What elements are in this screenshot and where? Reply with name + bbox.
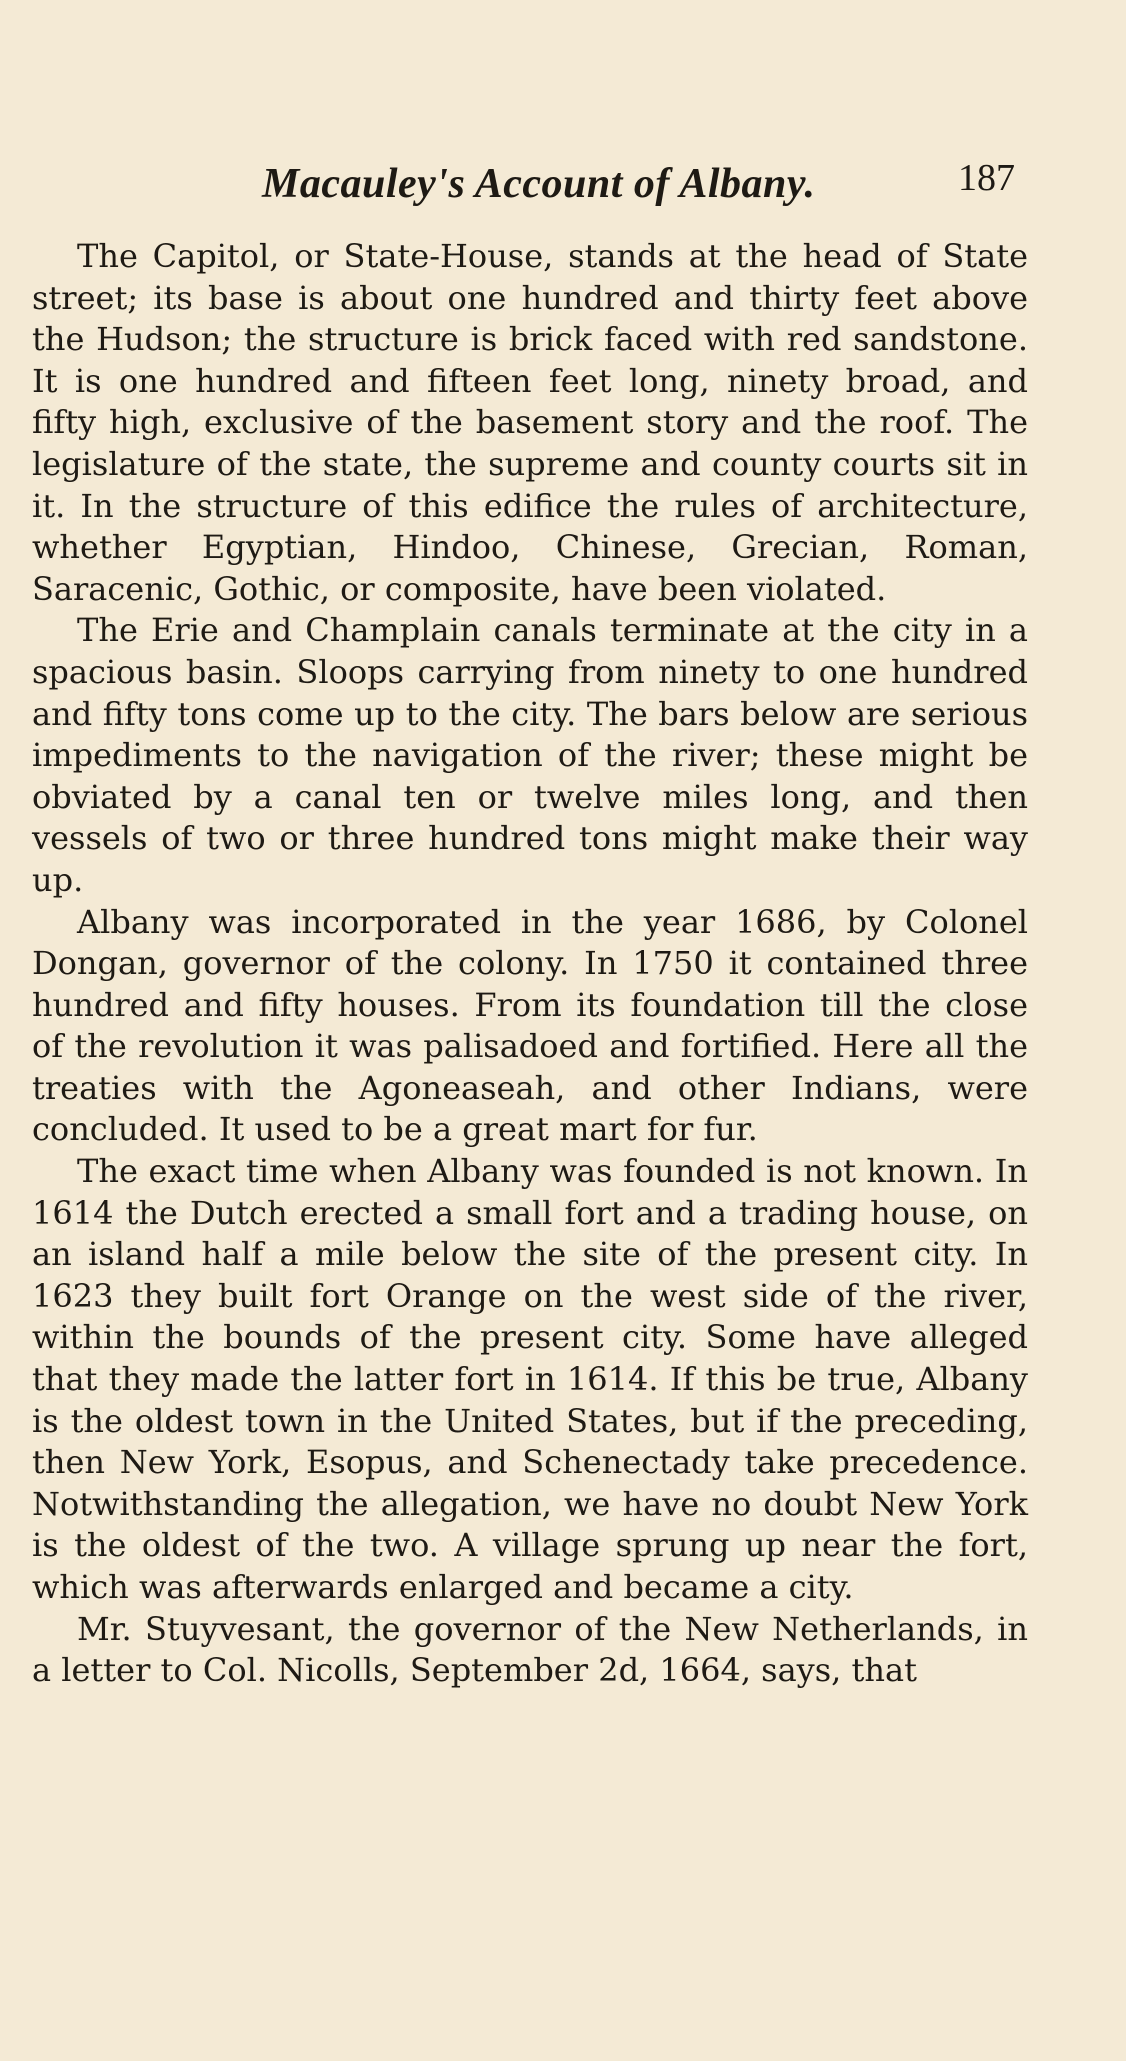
page-header: [0, 156, 1126, 216]
page-number: 187: [958, 157, 1015, 199]
paragraph-founding: The exact time when Albany was founded is not known. In 1614 the Dutch erected a small fort and a trading house, on an island half a mile below the site of the present city. In 1623 they built fort Orange on the west side of the river, within the bounds of the present city. Some have alleged that they made the latter fort in 1614. If this be true, Albany is the oldest town in the United States, but if the preceding, then New York, Esopus, and Schenectady take precedence. Notwithstanding the allegation, we have no doubt New York is the oldest of the two. A village sprung up near the fort, which was afterwards enlarged and became a city.: [32, 1152, 1028, 1606]
running-title: Macauley's Account of Albany.: [262, 161, 816, 207]
paragraph-incorporation: Albany was incorporated in the year 1686, by Colonel Dongan, governor of the colony. In 1750 it contained three hundred and fifty houses. From its foundation till the close of the revolution it was palisadoed and fortified. Here all the treaties with the Agoneaseah, and other Indians, were concluded. It used to be a great mart for fur.: [32, 902, 1028, 1149]
paragraph-stuyvesant: Mr. Stuyvesant, the governor of the New Netherlands, in a letter to Col. Nicolls, September 2d, 1664, says, that: [32, 1609, 1028, 1690]
paragraph-canals: The Erie and Champlain canals terminate at the city in a spacious basin. Sloops carrying from ninety to one hundred and fifty tons come up to the city. The bars below are serious impediments to the navigation of the river; these might be obviated by a canal ten or twelve miles long, and then vessels of two or three hundred tons might make their way up.: [32, 611, 1028, 899]
body-text: [32, 236, 1028, 1692]
paragraph-capitol: The Capitol, or State-House, stands at the head of State street; its base is about one hundred and thirty feet above the Hudson; the structure is brick faced with red sandstone. It is one hundred and fifteen feet long, ninety broad, and fifty high, exclusive of the basement story and the roof. The legislature of the state, the supreme and county courts sit in it. In the structure of this edifice the rules of architecture, whether Egyptian, Hindoo, Chinese, Grecian, Roman, Saracenic, Gothic, or composite, have been violated.: [32, 237, 1028, 608]
